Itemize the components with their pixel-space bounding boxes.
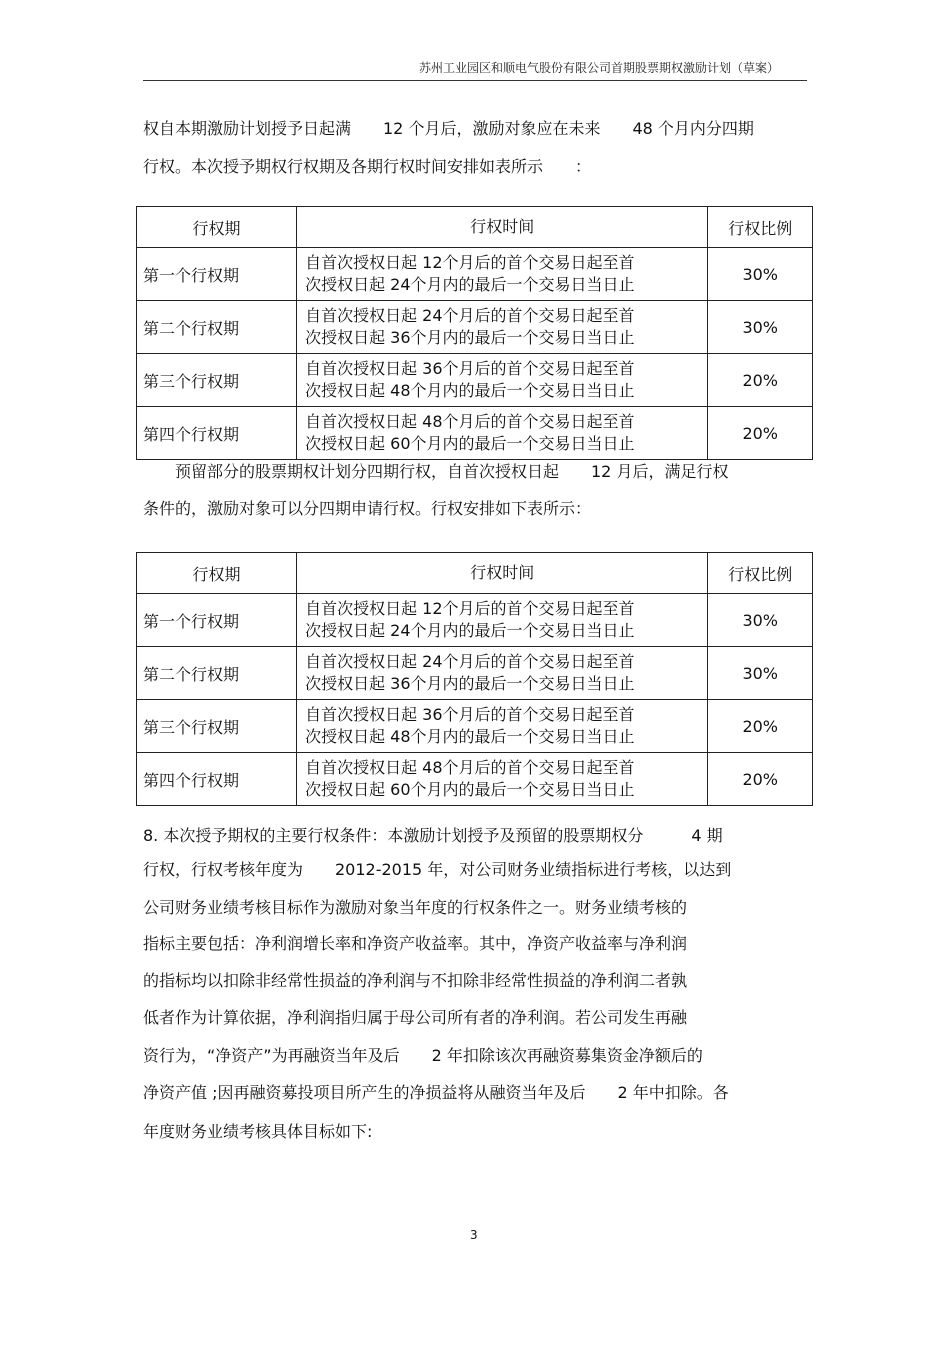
ratio-cell: 30%: [708, 594, 813, 647]
time-line: 次授权日起 36个月内的最后一个交易日当日止: [305, 328, 635, 347]
page-header: [143, 56, 807, 81]
period-cell: 第一个行权期: [137, 248, 297, 301]
ratio-cell: 20%: [708, 753, 813, 806]
header-title: 苏州工业园区和顺电气股份有限公司首期股票期权激励计划（草案）: [418, 61, 779, 75]
period-cell: 第四个行权期: [137, 407, 297, 460]
time-line: 次授权日起 60个月内的最后一个交易日当日止: [305, 434, 635, 453]
exercise-table-reserved: [136, 552, 813, 806]
section8-line: 净资产值 ;因再融资募投项目所产生的净损益将从融资当年及后 2 年中扣除。各: [143, 1083, 729, 1102]
ratio-cell: 20%: [708, 407, 813, 460]
time-cell: [297, 407, 708, 460]
table-row: [137, 700, 813, 753]
time-line: 自首次授权日起 12个月后的首个交易日起至首: [305, 599, 635, 618]
period-cell: 第四个行权期: [137, 753, 297, 806]
intro-line-2: 行权。本次授予期权行权期及各期行权时间安排如表所示 ：: [143, 157, 592, 176]
time-cell: [297, 354, 708, 407]
page-number: 3: [470, 1228, 478, 1242]
header-time: 行权时间: [297, 553, 708, 594]
exercise-table-granted: [136, 206, 813, 460]
time-line: 次授权日起 60个月内的最后一个交易日当日止: [305, 780, 635, 799]
table-row: [137, 354, 813, 407]
time-line: 自首次授权日起 48个月后的首个交易日起至首: [305, 412, 635, 431]
time-line: 次授权日起 24个月内的最后一个交易日当日止: [305, 275, 635, 294]
time-cell: [297, 248, 708, 301]
section8-line: 低者作为计算依据，净利润指归属于母公司所有者的净利润。若公司发生再融: [143, 1008, 688, 1027]
reserved-line-2: 条件的，激励对象可以分四期申请行权。行权安排如下表所示：: [143, 499, 592, 518]
period-cell: 第三个行权期: [137, 354, 297, 407]
header-period: 行权期: [137, 553, 297, 594]
table-row: [137, 407, 813, 460]
time-line: 自首次授权日起 24个月后的首个交易日起至首: [305, 306, 635, 325]
time-cell: [297, 753, 708, 806]
header-ratio: 行权比例: [708, 207, 813, 248]
section8-line: 的指标均以扣除非经常性损益的净利润与不扣除非经常性损益的净利润二者孰: [143, 971, 688, 990]
time-line: 自首次授权日起 36个月后的首个交易日起至首: [305, 359, 635, 378]
table-header-row: [137, 553, 813, 594]
time-line: 自首次授权日起 36个月后的首个交易日起至首: [305, 705, 635, 724]
time-cell: [297, 647, 708, 700]
section8-line: 年度财务业绩考核具体目标如下:: [143, 1122, 373, 1141]
section8-line: 公司财务业绩考核目标作为激励对象当年度的行权条件之一。财务业绩考核的: [143, 898, 688, 917]
time-line: 次授权日起 36个月内的最后一个交易日当日止: [305, 674, 635, 693]
time-line: 次授权日起 48个月内的最后一个交易日当日止: [305, 381, 635, 400]
time-cell: [297, 301, 708, 354]
reserved-line-1: 预留部分的股票期权计划分四期行权，自首次授权日起 12 月后，满足行权: [143, 462, 729, 481]
time-line: 次授权日起 48个月内的最后一个交易日当日止: [305, 727, 635, 746]
table-row: [137, 301, 813, 354]
ratio-cell: 30%: [708, 647, 813, 700]
header-period: 行权期: [137, 207, 297, 248]
time-line: 次授权日起 24个月内的最后一个交易日当日止: [305, 621, 635, 640]
time-line: 自首次授权日起 24个月后的首个交易日起至首: [305, 652, 635, 671]
period-cell: 第一个行权期: [137, 594, 297, 647]
table-row: [137, 594, 813, 647]
period-cell: 第三个行权期: [137, 700, 297, 753]
table-row: [137, 647, 813, 700]
period-cell: 第二个行权期: [137, 301, 297, 354]
time-cell: [297, 594, 708, 647]
time-line: 自首次授权日起 12个月后的首个交易日起至首: [305, 253, 635, 272]
table-row: [137, 753, 813, 806]
table-row: [137, 248, 813, 301]
section8-line: 行权，行权考核年度为 2012-2015 年，对公司财务业绩指标进行考核，以达到: [143, 860, 732, 879]
time-line: 自首次授权日起 48个月后的首个交易日起至首: [305, 758, 635, 777]
section8-line: 指标主要包括：净利润增长率和净资产收益率。其中，净资产收益率与净利润: [143, 934, 688, 953]
header-time: 行权时间: [297, 207, 708, 248]
ratio-cell: 20%: [708, 700, 813, 753]
header-ratio: 行权比例: [708, 553, 813, 594]
intro-line-1: 权自本期激励计划授予日起满 12 个月后，激励对象应在未来 48 个月内分四期: [143, 119, 754, 138]
table-header-row: [137, 207, 813, 248]
section8-line: 资行为，“净资产”为再融资当年及后 2 年扣除该次再融资募集资金净额后的: [143, 1046, 703, 1065]
time-cell: [297, 700, 708, 753]
section8-line: 8. 本次授予期权的主要行权条件：本激励计划授予及预留的股票期权分 4 期: [143, 826, 723, 845]
ratio-cell: 30%: [708, 248, 813, 301]
period-cell: 第二个行权期: [137, 647, 297, 700]
ratio-cell: 20%: [708, 354, 813, 407]
ratio-cell: 30%: [708, 301, 813, 354]
